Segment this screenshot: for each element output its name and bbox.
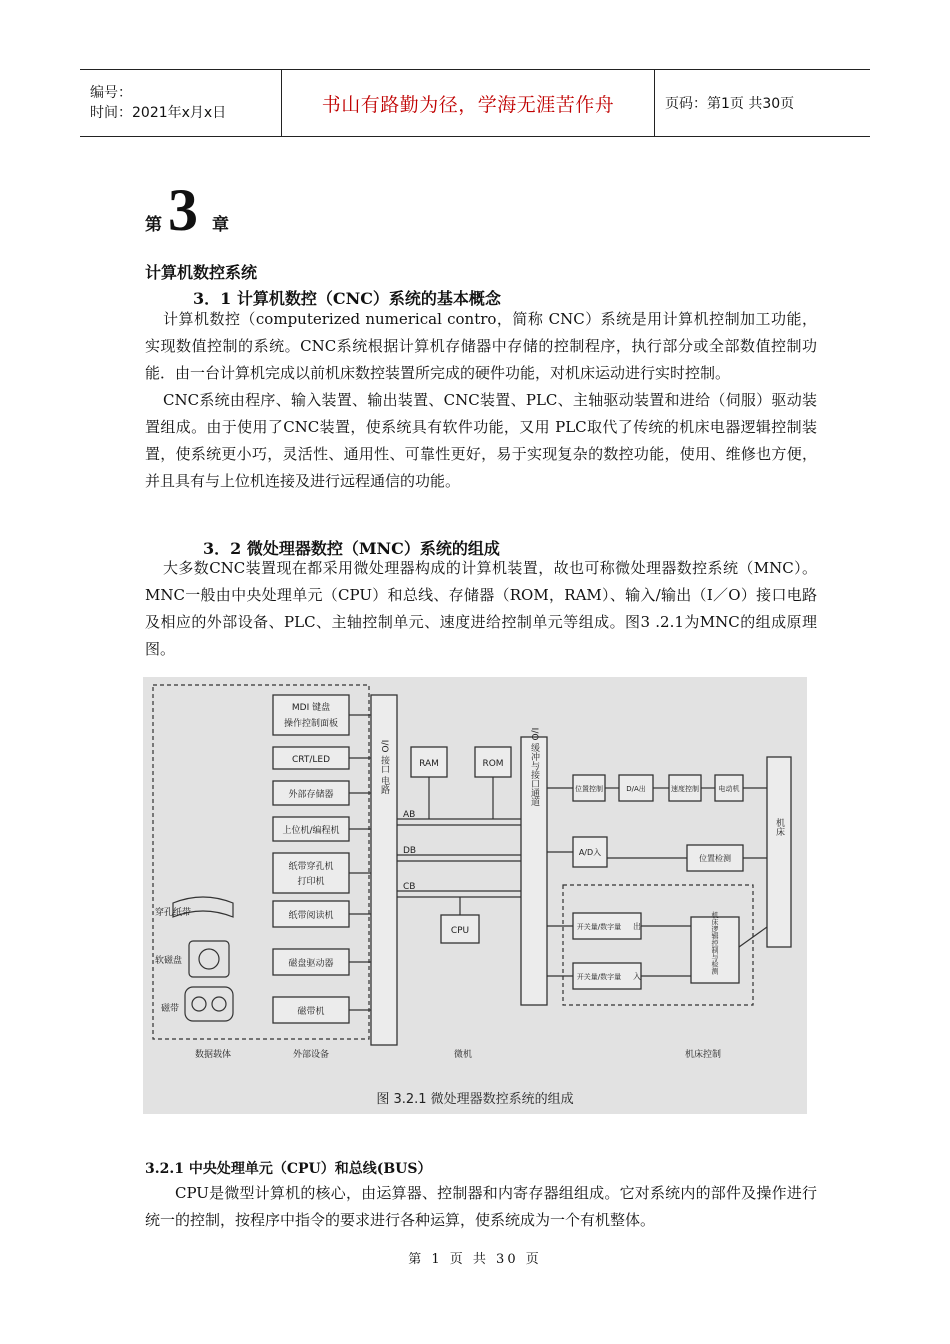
- section1-body: [145, 306, 817, 495]
- label-ext-storage: 外部存储器: [288, 790, 334, 800]
- label-in: 入: [633, 972, 641, 981]
- label-cpu: CPU: [450, 926, 470, 936]
- box-machine: [767, 757, 791, 947]
- label-crt: CRT/LED: [291, 755, 331, 765]
- page-footer: 第 1 页 共 30 页: [408, 1252, 542, 1267]
- label-motor: 电动机: [718, 785, 740, 793]
- label-buffer: I/O 缓冲与接口通道: [529, 727, 539, 807]
- label-ad: A/D入: [578, 848, 602, 857]
- number-label: 编号：: [90, 85, 132, 101]
- header-table: [80, 69, 870, 137]
- label-host: 上位机/编程机: [282, 826, 340, 836]
- label-machine-control: 机床控制: [684, 1050, 722, 1060]
- section2-heading: 3．2 微处理器数控（MNC）系统的组成: [203, 539, 500, 558]
- time-label: 时间：2021年x月x日: [90, 105, 227, 121]
- subsection-body: [145, 1180, 817, 1234]
- page-title: 计算机数控系统: [145, 263, 258, 282]
- label-bus-ab: AB: [403, 810, 416, 820]
- label-microcomputer: 微机: [453, 1050, 473, 1060]
- chapter-suffix: 章: [212, 215, 229, 235]
- mnc-diagram-svg: [143, 677, 807, 1114]
- label-switch-out: 开关量/数字量: [576, 923, 622, 931]
- section1-paragraph1: 计算机数控（computerized numerical contro，简称 CNC）系统是用计算机控制加工功能，实现数值控制的系统。CNC系统根据计算机存储器中存储的控制程序，执行部分或全部数值控制功能．由一台计算机完成以前机床数控装置所完成的硬件功能，对机床运动进行实时控制。: [145, 310, 817, 382]
- subsection-paragraph: CPU是微型计算机的核心，由运算器、控制器和内寄存器组组成。它对系统内的部件及操作进行统一的控制，按程序中指令的要求进行各种运算，使系统成为一个有机整体。: [145, 1184, 817, 1229]
- chapter-heading: [145, 177, 229, 243]
- label-floppy: 软磁盘: [155, 956, 183, 966]
- section1-heading: 3．1 计算机数控（CNC）系统的基本概念: [193, 289, 501, 308]
- label-tape-drive: 磁带机: [297, 1007, 325, 1017]
- label-position-control: 位置控制: [575, 785, 603, 793]
- chapter-prefix: 第: [145, 215, 162, 235]
- label-switch-in: 开关量/数字量: [576, 973, 622, 981]
- label-data-carrier: 数据载体: [194, 1050, 232, 1060]
- label-disk-drive: 磁盘驱动器: [288, 959, 334, 969]
- header-motto: 书山有路勤为径，学海无涯苦作舟: [282, 70, 655, 136]
- label-machine: 机床: [774, 818, 784, 836]
- section2-body: [145, 555, 817, 663]
- label-mdi: MDI 键盘: [291, 703, 331, 713]
- header-meta: [80, 70, 282, 136]
- label-bus-db: DB: [403, 846, 417, 856]
- box-punch-printer: [273, 853, 349, 893]
- label-rom: ROM: [482, 759, 504, 769]
- label-tape-reader: 纸带阅读机: [288, 911, 334, 921]
- label-panel: 操作控制面板: [283, 719, 339, 729]
- section1-paragraph2: CNC系统由程序、输入装置、输出装置、CNC装置、PLC、主轴驱动装置和进给（伺服）驱动装置组成。由于使用了CNC装置，使系统具有软件功能，又用 PLC取代了传统的机床电器逻辑控制装置，使系统更小巧，灵活性、通用性、可靠性更好，易于实现复杂的数控功能，使用、维修也方便，并且具有与上位机连接及进行远程通信的功能。: [145, 391, 817, 490]
- chapter-number: 3: [168, 177, 198, 243]
- label-ram: RAM: [419, 759, 439, 769]
- label-peripherals: 外部设备: [292, 1050, 330, 1060]
- section2-paragraph1: 大多数CNC装置现在都采用微处理器构成的计算机装置，故也可称微处理器数控系统（MNC）。MNC一般由中央处理单元（CPU）和总线、存储器（ROM，RAM）、输入/输出（I／O）接口电路及相应的外部设备、PLC、主轴控制单元、速度进给控制单元等组成。图3 .2.1为MNC的组成原理图。: [145, 559, 817, 658]
- label-speed-control: 速度控制: [671, 785, 699, 793]
- label-logic: 机床逻辑控制与检测: [711, 911, 719, 975]
- label-io-interface: I/O 接口 电路: [379, 739, 389, 795]
- label-punch: 纸带穿孔机: [288, 862, 334, 872]
- label-printer: 打印机: [297, 877, 325, 887]
- label-out: 出: [633, 922, 641, 931]
- header-page-info: 页码：第1页 共30页: [665, 96, 795, 112]
- label-da: D/A出: [626, 785, 646, 793]
- label-tape: 磁带: [161, 1004, 180, 1014]
- subsection-heading: 3.2.1 中央处理单元（CPU）和总线(BUS）: [145, 1161, 432, 1177]
- box-mdi-panel: [273, 695, 349, 735]
- figure-caption: 图 3.2.1 微处理器数控系统的组成: [376, 1092, 574, 1107]
- label-bus-cb: CB: [403, 882, 416, 892]
- label-position-detect: 位置检测: [699, 854, 731, 863]
- label-paper-tape: 穿孔纸带: [155, 908, 192, 918]
- figure-mnc-diagram: [143, 677, 807, 1114]
